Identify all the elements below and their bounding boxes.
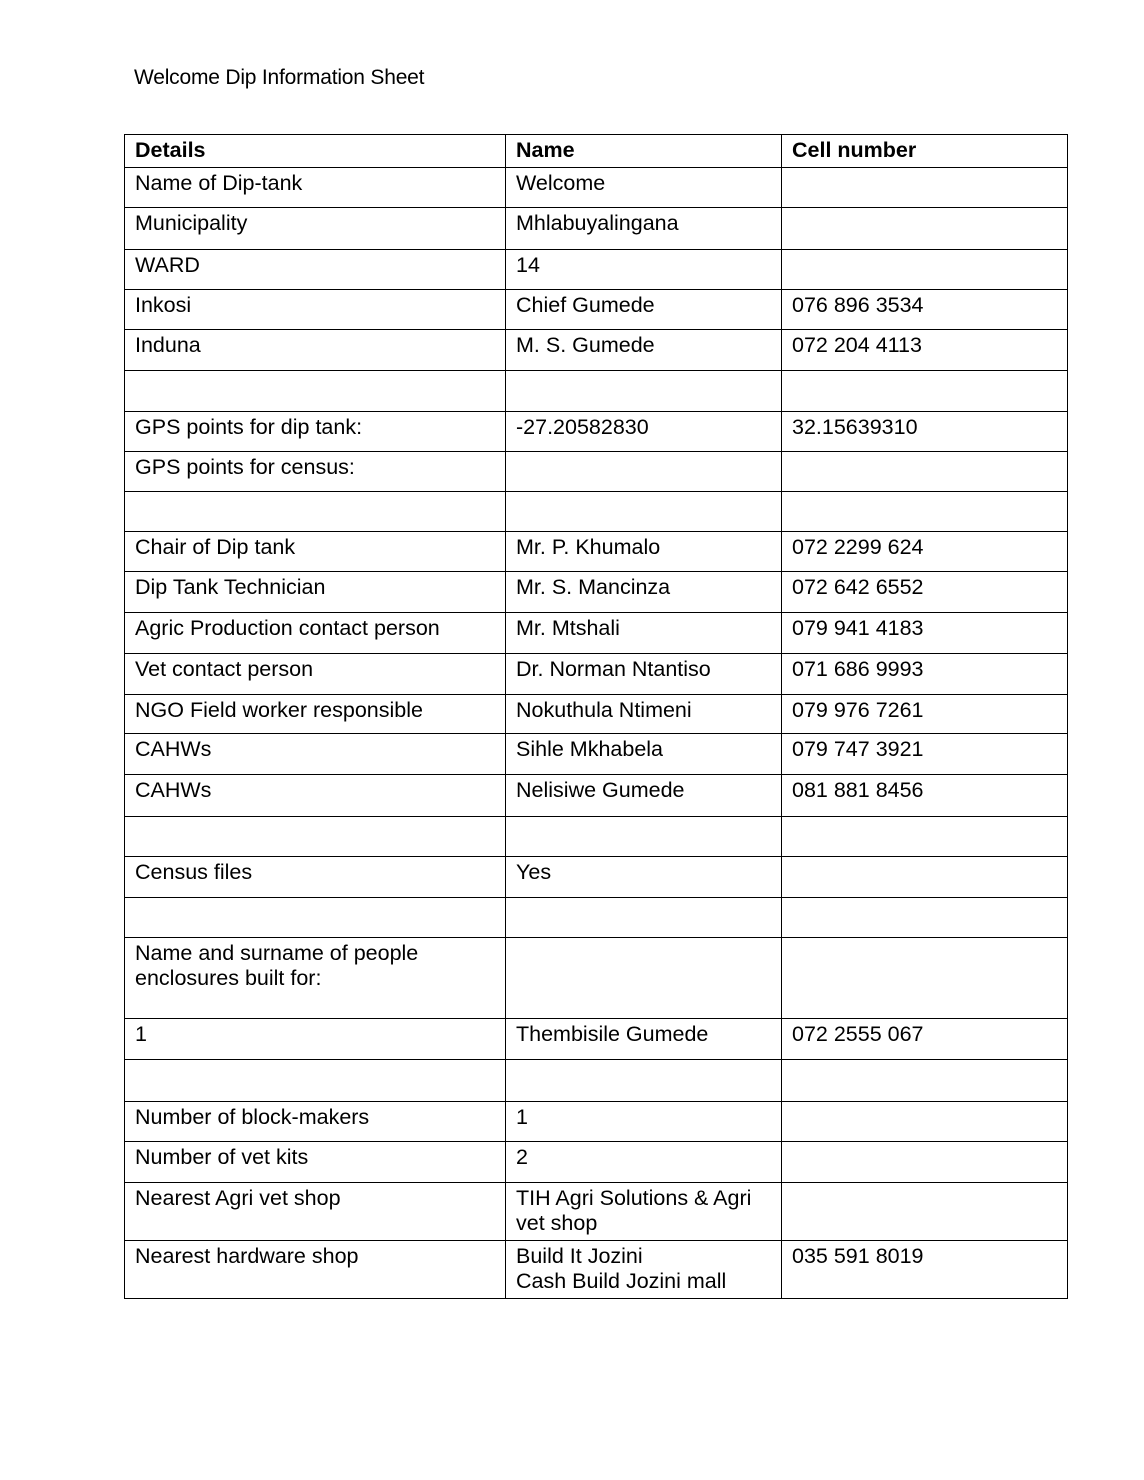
cell-cell-number (782, 208, 1068, 250)
cell-details (125, 492, 506, 532)
table-row (125, 817, 1068, 857)
cell-details: Municipality (125, 208, 506, 250)
cell-details: Agric Production contact person (125, 613, 506, 654)
cell-details: Dip Tank Technician (125, 572, 506, 613)
cell-cell-number: 32.15639310 (782, 412, 1068, 452)
table-row (125, 330, 1068, 371)
cell-details (125, 898, 506, 938)
table-row (125, 898, 1068, 938)
cell-name: TIH Agri Solutions & Agri vet shop (506, 1183, 782, 1241)
header-name: Name (506, 135, 782, 168)
cell-cell-number (782, 857, 1068, 898)
cell-details: Name and surname of people enclosures built for: (125, 938, 506, 1019)
table-row (125, 1241, 1068, 1299)
cell-name: Mr. Mtshali (506, 613, 782, 654)
cell-details: WARD (125, 250, 506, 290)
cell-cell-number: 079 976 7261 (782, 695, 1068, 734)
cell-name (506, 898, 782, 938)
cell-details: Nearest Agri vet shop (125, 1183, 506, 1241)
cell-cell-number (782, 898, 1068, 938)
cell-name (506, 1060, 782, 1102)
cell-cell-number (782, 938, 1068, 1019)
cell-cell-number (782, 168, 1068, 208)
cell-cell-number: 035 591 8019 (782, 1241, 1068, 1299)
cell-cell-number (782, 1142, 1068, 1183)
table-row (125, 734, 1068, 775)
table-row (125, 857, 1068, 898)
table-row (125, 250, 1068, 290)
cell-details: Census files (125, 857, 506, 898)
cell-cell-number: 071 686 9993 (782, 654, 1068, 695)
cell-details (125, 817, 506, 857)
cell-details: Name of Dip-tank (125, 168, 506, 208)
table-row (125, 1102, 1068, 1142)
cell-name: Nelisiwe Gumede (506, 775, 782, 817)
cell-details: Inkosi (125, 290, 506, 330)
cell-name (506, 492, 782, 532)
cell-cell-number (782, 492, 1068, 532)
table-row (125, 168, 1068, 208)
table-row (125, 572, 1068, 613)
cell-name: 2 (506, 1142, 782, 1183)
cell-name (506, 938, 782, 1019)
cell-name: Chief Gumede (506, 290, 782, 330)
cell-name: Thembisile Gumede (506, 1019, 782, 1060)
cell-name: M. S. Gumede (506, 330, 782, 371)
cell-cell-number: 072 2555 067 (782, 1019, 1068, 1060)
cell-details: Number of vet kits (125, 1142, 506, 1183)
table-row (125, 613, 1068, 654)
table-row (125, 208, 1068, 250)
table-body (125, 168, 1068, 1299)
cell-cell-number (782, 452, 1068, 492)
cell-name: 1 (506, 1102, 782, 1142)
cell-details: Vet contact person (125, 654, 506, 695)
cell-cell-number: 076 896 3534 (782, 290, 1068, 330)
cell-details: 1 (125, 1019, 506, 1060)
table-row (125, 1019, 1068, 1060)
cell-name (506, 452, 782, 492)
cell-details (125, 371, 506, 412)
cell-name (506, 371, 782, 412)
cell-cell-number: 079 941 4183 (782, 613, 1068, 654)
table-row (125, 695, 1068, 734)
cell-name: Mhlabuyalingana (506, 208, 782, 250)
table-row (125, 371, 1068, 412)
cell-cell-number (782, 817, 1068, 857)
cell-cell-number: 079 747 3921 (782, 734, 1068, 775)
table-row (125, 290, 1068, 330)
cell-name: 14 (506, 250, 782, 290)
cell-name: Welcome (506, 168, 782, 208)
cell-name (506, 817, 782, 857)
table-row (125, 1183, 1068, 1241)
header-cell-number: Cell number (782, 135, 1068, 168)
cell-name: Mr. S. Mancinza (506, 572, 782, 613)
cell-name: Mr. P. Khumalo (506, 532, 782, 572)
cell-name: Dr. Norman Ntantiso (506, 654, 782, 695)
cell-details: CAHWs (125, 734, 506, 775)
table-row (125, 452, 1068, 492)
table-header-row (125, 135, 1068, 168)
cell-details: Induna (125, 330, 506, 371)
table-row (125, 532, 1068, 572)
cell-cell-number (782, 1183, 1068, 1241)
table-row (125, 412, 1068, 452)
cell-details (125, 1060, 506, 1102)
cell-details: Nearest hardware shop (125, 1241, 506, 1299)
header-details: Details (125, 135, 506, 168)
cell-cell-number: 081 881 8456 (782, 775, 1068, 817)
cell-cell-number (782, 1060, 1068, 1102)
table-row (125, 492, 1068, 532)
cell-cell-number (782, 1102, 1068, 1142)
table-row (125, 938, 1068, 1019)
table-row (125, 654, 1068, 695)
cell-name: Yes (506, 857, 782, 898)
table-row (125, 775, 1068, 817)
cell-name: Nokuthula Ntimeni (506, 695, 782, 734)
cell-details: Chair of Dip tank (125, 532, 506, 572)
cell-cell-number: 072 204 4113 (782, 330, 1068, 371)
cell-details: CAHWs (125, 775, 506, 817)
cell-name: Build It Jozini Cash Build Jozini mall (506, 1241, 782, 1299)
cell-cell-number (782, 250, 1068, 290)
cell-name: -27.20582830 (506, 412, 782, 452)
cell-details: Number of block-makers (125, 1102, 506, 1142)
cell-details: NGO Field worker responsible (125, 695, 506, 734)
cell-cell-number: 072 2299 624 (782, 532, 1068, 572)
cell-cell-number (782, 371, 1068, 412)
info-table (124, 134, 1068, 1299)
table-row (125, 1060, 1068, 1102)
cell-details: GPS points for dip tank: (125, 412, 506, 452)
cell-cell-number: 072 642 6552 (782, 572, 1068, 613)
page-title: Welcome Dip Information Sheet (134, 66, 425, 89)
table-row (125, 1142, 1068, 1183)
cell-name: Sihle Mkhabela (506, 734, 782, 775)
cell-details: GPS points for census: (125, 452, 506, 492)
